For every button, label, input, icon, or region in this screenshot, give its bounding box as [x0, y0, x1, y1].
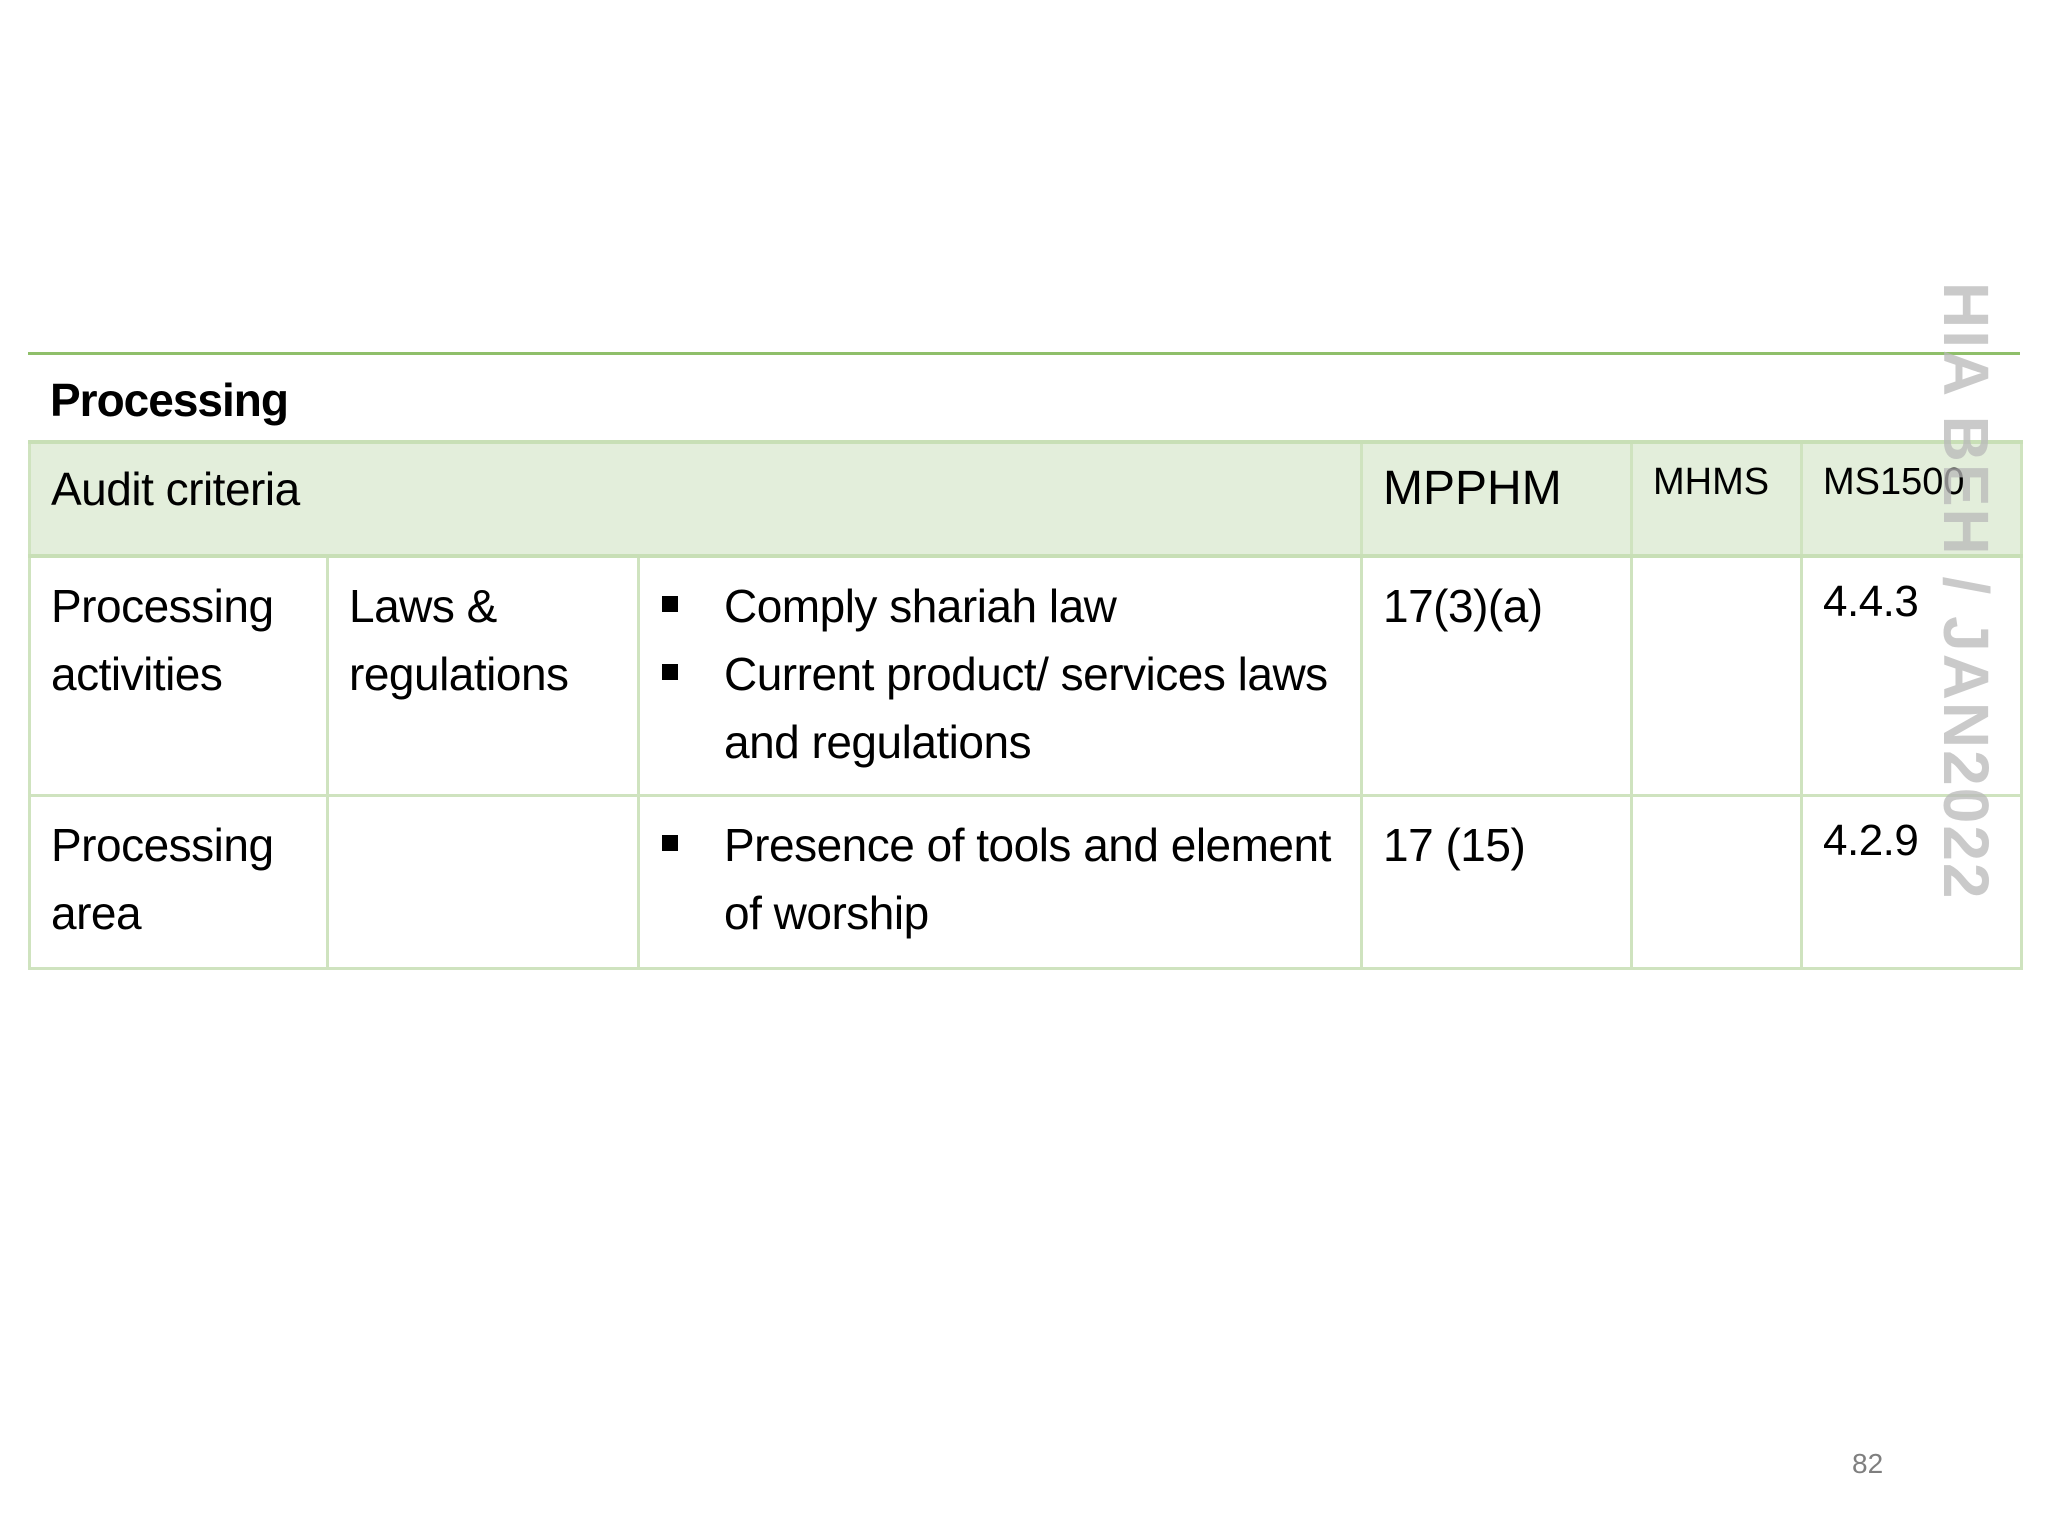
- bullet-square-icon: [662, 596, 678, 612]
- section-title: Processing: [50, 374, 288, 426]
- list-item: [662, 572, 1360, 640]
- item-text: Comply shariah law: [724, 580, 1117, 632]
- row-items: [639, 556, 1362, 796]
- list-item: [662, 811, 1360, 947]
- table-header-row: [30, 442, 2022, 556]
- page-number: 82: [1852, 1448, 1884, 1479]
- row-mpphm: 17(3)(a): [1362, 556, 1632, 796]
- row-subcategory: [328, 796, 639, 969]
- header-ms1500: MS1500: [1802, 442, 2022, 556]
- list-item: [662, 640, 1360, 776]
- header-mpphm: MPPHM: [1362, 442, 1632, 556]
- audit-criteria-table: [28, 440, 2023, 970]
- table-row: [30, 556, 2022, 796]
- bullet-square-icon: [662, 835, 678, 851]
- row-category: Processing area: [30, 796, 328, 969]
- row-subcategory: Laws & regulations: [328, 556, 639, 796]
- row-items: [639, 796, 1362, 969]
- header-audit-criteria: Audit criteria: [30, 442, 1362, 556]
- row-mpphm: 17 (15): [1362, 796, 1632, 969]
- bullet-square-icon: [662, 664, 678, 680]
- item-text: Presence of tools and element of worship: [724, 819, 1331, 939]
- watermark: HIA BEH / JAN2022: [1930, 282, 2002, 901]
- row-category: Processing activities: [30, 556, 328, 796]
- item-text: Current product/ services laws and regulations: [724, 648, 1328, 768]
- row-ms1500: 4.2.9: [1802, 796, 2022, 969]
- header-mhms: MHMS: [1632, 442, 1802, 556]
- row-mhms: [1632, 556, 1802, 796]
- row-ms1500: 4.4.3: [1802, 556, 2022, 796]
- top-rule: [28, 352, 2020, 355]
- table-row: [30, 796, 2022, 969]
- row-mhms: [1632, 796, 1802, 969]
